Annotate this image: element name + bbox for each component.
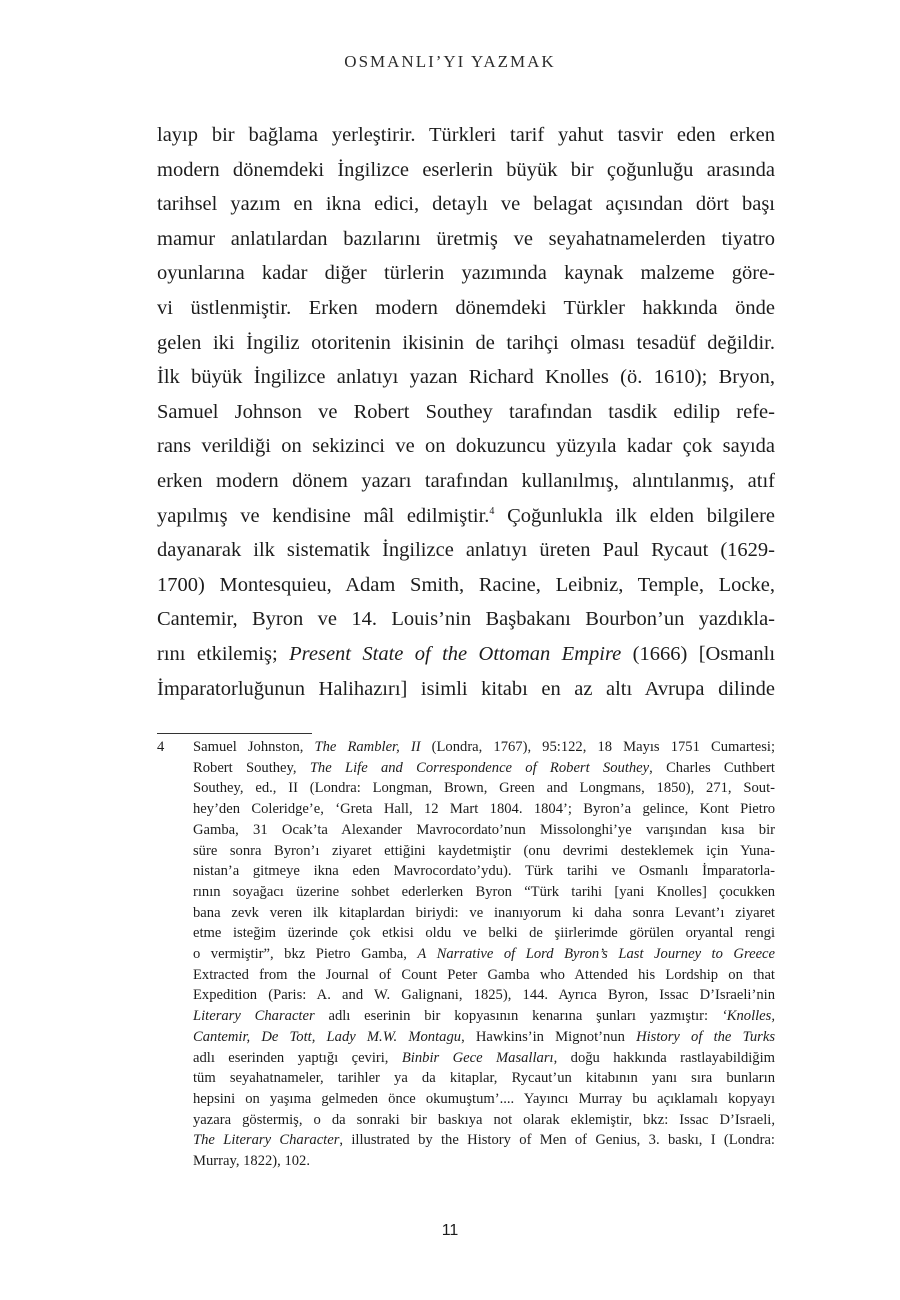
footnote-line: Cantemir, De Tott, Lady M.W. Montagu, Hawkins’in Mignot’nun History of the Turks bbox=[193, 1028, 776, 1045]
footnote-line: Literary Character adlı eserinin bir kopyasının kenarına şunları yazmıştır: ‘Knolles, bbox=[193, 1008, 775, 1025]
body-line: vi üstlenmiştir. Erken modern dönemdeki Türkler hakkında önde bbox=[157, 296, 775, 319]
footnote-line: Expedition (Paris: A. and W. Galignani, 1825), 144. Ayrıca Byron, Issac D’Israeli’nin bbox=[193, 987, 775, 1004]
footnote-line: Robert Southey, The Life and Correspondence of Robert Southey, Charles Cuthbert bbox=[193, 759, 775, 776]
footnote-line: hey’den Coleridge’e, ‘Greta Hall, 12 Mart 1804. 1804’; Byron’a gelince, Kont Pietro bbox=[193, 801, 775, 818]
footnote-italic-text: The Life and Correspondence of Robert Southey bbox=[309, 759, 650, 776]
body-line: gelen iki İngiliz otoritenin ikisinin de tarihçi olması tesadüf değildir. bbox=[157, 331, 775, 354]
footnote-line: Murray, 1822), 102. bbox=[193, 1153, 310, 1170]
body-line: oyunlarına kadar diğer türlerin yazımında kaynak malzeme göre- bbox=[157, 262, 775, 285]
footnote-line: o vermiştir”, bkz Pietro Gamba, A Narrative of Lord Byron’s Last Journey to Greece bbox=[193, 946, 776, 963]
body-text bbox=[157, 118, 775, 706]
footnote-italic-text: History of the Turks bbox=[636, 1028, 776, 1045]
body-line-segment: (1666) [Osmanlı bbox=[632, 642, 776, 665]
footnote-line: Gamba, 31 Ocak’ta Alexander Mavrocordato’nun Missolonghi’ye varışından kısa bir bbox=[193, 821, 775, 838]
footnote-line: rının soyağacı üzerine sohbet ederlerken Byron “Türk tarihi [yani Knolles] çocukken bbox=[193, 883, 775, 900]
footnote-number: 4 bbox=[157, 739, 165, 755]
body-line: erken modern dönem yazarı tarafından kullanılmış, alıntılanmış, atıf bbox=[157, 469, 775, 492]
footnote-body bbox=[193, 737, 775, 1172]
footnote-italic-text: ‘Knolles, bbox=[721, 1008, 775, 1025]
body-line: modern dönemdeki İngilizce eserlerin büyük bir çoğunluğu arasında bbox=[157, 158, 775, 181]
running-head: OSMANLI’YI YAZMAK bbox=[344, 52, 556, 71]
body-line: layıp bir bağlama yerleştirir. Türkleri tarif yahut tasvir eden erken bbox=[157, 124, 775, 146]
footnote-line: Southey, ed., II (Londra: Longman, Brown, Green and Longmans, 1850), 271, Sout- bbox=[193, 780, 775, 797]
footnote-reference[interactable]: 4 bbox=[489, 505, 495, 517]
body-line-segment: Çoğunlukla ilk elden bilgilere bbox=[507, 504, 775, 527]
body-line: rans verildiği on sekizinci ve on dokuzuncu yüzyıla kadar çok sayıda bbox=[157, 435, 775, 458]
footnote-line: hepsini on yaşıma gelmeden önce okumuştum’.... Yayıncı Murray bu açıklamalı kopyayı bbox=[193, 1090, 775, 1107]
footnote-italic-text: Cantemir, De Tott, Lady M.W. Montagu bbox=[193, 1028, 462, 1045]
body-line bbox=[157, 499, 775, 534]
footnote-italic-text: Literary Character bbox=[193, 1008, 315, 1025]
body-line bbox=[157, 637, 775, 672]
footnote-line: adlı eserinden yaptığı çeviri, Binbir Gece Masalları, doğu hakkında rastlayabildiğim bbox=[193, 1049, 776, 1066]
footnote-line: etme isteğim üzerinde çok etkisi oldu ve belki de şiirlerimde görülen oryantal rengi bbox=[193, 925, 775, 942]
footnote-line: tüm seyahatnameler, tarihler ya da kitaplar, Rycaut’un kitabının yanı sıra bunların bbox=[193, 1070, 775, 1087]
footnote-italic-text: A Narrative of Lord Byron’s Last Journey to Greece bbox=[417, 946, 776, 963]
body-line: dayanarak ilk sistematik İngilizce anlatıyı üreten Paul Rycaut (1629- bbox=[157, 539, 775, 562]
footnote-line: nistan’a gitmeye ikna eden Mavrocordato’ydu). Türk tarihi ve Osmanlı İmparatorla- bbox=[193, 863, 775, 880]
footnote-line: Samuel Johnston, The Rambler, II (Londra, 1767), 95:122, 18 Mayıs 1751 Cumartesi; bbox=[193, 739, 775, 755]
body-line: tarihsel yazım en ikna edici, detaylı ve belagat açısından dört başı bbox=[157, 193, 775, 216]
body-line: Samuel Johnson ve Robert Southey tarafından tasdik edilip refe- bbox=[157, 400, 775, 423]
body-line: Cantemir, Byron ve 14. Louis’nin Başbakanı Bourbon’un yazdıkla- bbox=[157, 608, 775, 631]
footnote-line: The Literary Character, illustrated by the History of Men of Genius, 3. baskı, I (Londra: bbox=[193, 1132, 775, 1149]
body-line: İlk büyük İngilizce anlatıyı yazan Richard Knolles (ö. 1610); Bryon, bbox=[157, 366, 775, 389]
footnote-separator bbox=[157, 733, 312, 734]
body-line-segment: rını etkilemiş; bbox=[157, 642, 278, 665]
body-line: 1700) Montesquieu, Adam Smith, Racine, Leibniz, Temple, Locke, bbox=[157, 573, 775, 596]
page-number: 11 bbox=[441, 1222, 459, 1239]
body-line: İmparatorluğunun Halihazırı] isimli kitabı en az altı Avrupa dilinde bbox=[157, 677, 775, 700]
footnote-italic-text: The Literary Character bbox=[193, 1132, 340, 1149]
book-title-italic: Present State of the Ottoman Empire bbox=[289, 642, 622, 665]
footnote-italic-text: The Rambler, II bbox=[314, 739, 421, 755]
body-line-segment: yapılmış ve kendisine mâl edilmiştir. bbox=[157, 504, 490, 527]
footnote-line: yazara göstermiş, o da sonraki bir baskıya not olarak eklemiştir, bkz: Issac D’Israeli, bbox=[193, 1111, 775, 1128]
footnote-line: Extracted from the Journal of Count Peter Gamba who Attended his Lordship on that bbox=[193, 966, 775, 983]
footnote-line: bana zevk veren ilk kitaplardan biriydi: ve inanıyorum ki daha sonra Levant’ı ziyaret bbox=[193, 904, 775, 921]
footnote-line: süre sonra Byron’ı ziyaret ettiğini kaydetmiştir (onu devrimi desteklemek için Yuna- bbox=[193, 842, 775, 859]
body-line: mamur anlatılardan bazılarını üretmiş ve seyahatnamelerden tiyatro bbox=[157, 227, 775, 250]
footnote-italic-text: Binbir Gece Masalları bbox=[401, 1049, 554, 1066]
